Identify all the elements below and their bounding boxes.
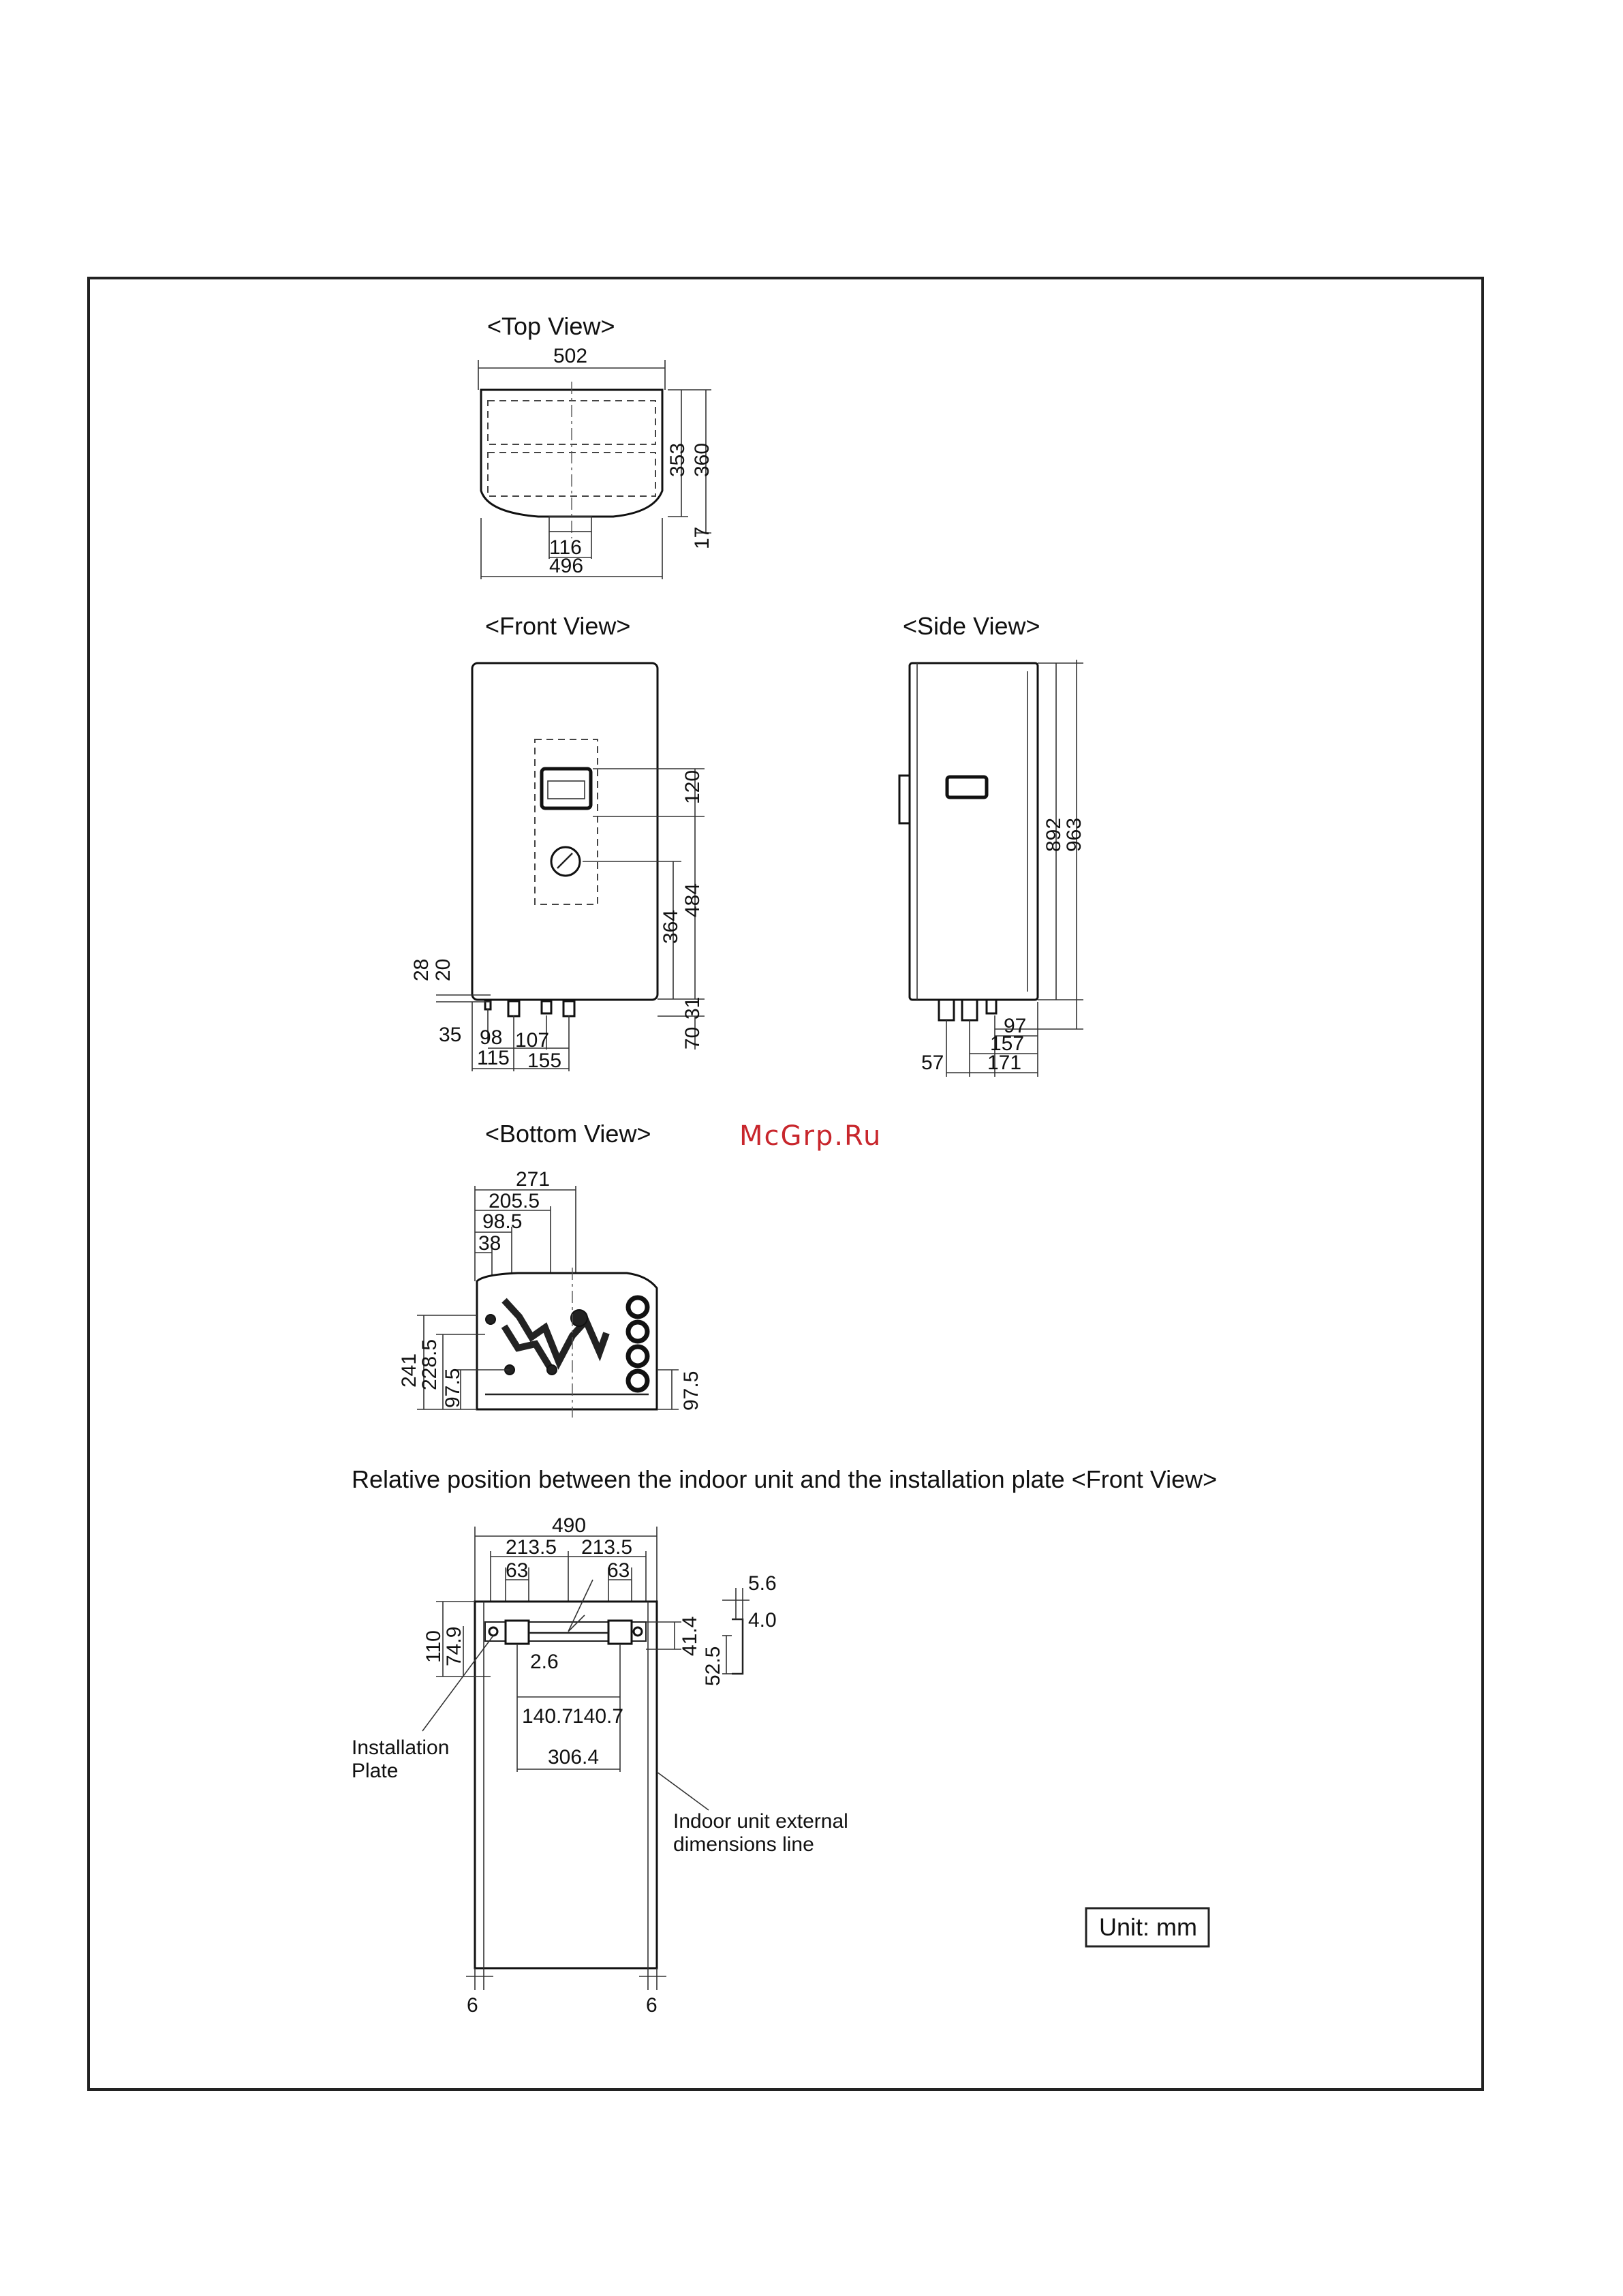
label-indoor-unit-2: dimensions line — [673, 1833, 814, 1856]
top-dim-17: 17 — [691, 526, 713, 549]
plate-dim-2-6: 2.6 — [530, 1651, 559, 1673]
side-dim-97: 97 — [1004, 1015, 1027, 1037]
plate-dim-306-4: 306.4 — [548, 1746, 600, 1769]
plate-dim-490: 490 — [552, 1514, 587, 1537]
front-dim-28: 28 — [410, 958, 433, 981]
plate-dim-41-4: 41.4 — [679, 1616, 701, 1656]
bottom-dim-271: 271 — [516, 1168, 551, 1191]
bottom-dim-38: 38 — [478, 1232, 501, 1255]
side-dim-171: 171 — [987, 1052, 1022, 1074]
side-view — [899, 612, 1085, 1077]
plate-dim-213-5-right: 213.5 — [581, 1536, 633, 1559]
front-dim-115: 115 — [477, 1047, 510, 1069]
label-installation-plate-2: Plate — [352, 1760, 399, 1782]
top-view — [478, 312, 713, 579]
front-dim-31: 31 — [681, 996, 704, 1020]
plate-dim-213-5-left: 213.5 — [506, 1536, 557, 1559]
installation-plate-view — [352, 1465, 1217, 2017]
front-dim-484: 484 — [681, 883, 704, 917]
bottom-dim-98-5: 98.5 — [482, 1210, 523, 1233]
top-dim-353: 353 — [666, 442, 689, 477]
bottom-dim-97-5-right: 97.5 — [680, 1371, 702, 1411]
plate-dim-110: 110 — [422, 1630, 445, 1663]
bottom-view-title: <Bottom View> — [485, 1120, 651, 1148]
top-dim-360: 360 — [691, 442, 713, 477]
bottom-dim-228-5: 228.5 — [418, 1338, 441, 1390]
front-dim-155: 155 — [527, 1050, 562, 1072]
side-view-title: <Side View> — [903, 612, 1040, 640]
plate-dim-74-9: 74.9 — [443, 1626, 465, 1666]
plate-detail-52-5: 52.5 — [702, 1646, 724, 1686]
plate-dim-140-7-left: 140.7 — [522, 1705, 574, 1728]
bottom-dim-241: 241 — [398, 1353, 420, 1388]
front-dim-98: 98 — [480, 1026, 503, 1049]
plate-dim-63-left: 63 — [506, 1559, 529, 1582]
watermark-text: McGrp.Ru — [739, 1120, 882, 1152]
front-dim-364: 364 — [660, 909, 682, 944]
side-dim-157: 157 — [990, 1032, 1025, 1055]
plate-dim-63-right: 63 — [607, 1559, 630, 1582]
top-view-title: <Top View> — [487, 312, 615, 340]
side-dim-57: 57 — [921, 1052, 944, 1074]
plate-dim-140-7-right: 140.7 — [572, 1705, 624, 1728]
side-dim-963: 963 — [1063, 817, 1085, 852]
bottom-view — [398, 1120, 702, 1418]
plate-section-title: Relative position between the indoor unit and the installation plate <Front View> — [352, 1465, 1218, 1493]
top-dim-496: 496 — [549, 555, 584, 577]
side-dim-892: 892 — [1042, 817, 1065, 852]
front-dim-20: 20 — [432, 958, 454, 981]
top-dim-502: 502 — [553, 345, 588, 367]
plate-dim-6-left: 6 — [467, 1994, 478, 2017]
unit-label: Unit: mm — [1099, 1913, 1197, 1941]
bottom-dim-97-5-left: 97.5 — [442, 1368, 464, 1408]
front-view-title: <Front View> — [485, 612, 631, 640]
label-indoor-unit-1: Indoor unit external — [673, 1810, 848, 1833]
front-dim-107: 107 — [515, 1029, 550, 1052]
front-dim-70: 70 — [681, 1026, 704, 1050]
top-dim-116: 116 — [549, 536, 582, 559]
front-view — [410, 612, 705, 1072]
front-dim-35: 35 — [439, 1024, 462, 1046]
plate-dim-6-right: 6 — [646, 1994, 658, 2017]
label-installation-plate-1: Installation — [352, 1736, 450, 1759]
bottom-dim-205-5: 205.5 — [489, 1190, 540, 1212]
plate-detail-5-6: 5.6 — [748, 1572, 777, 1595]
front-dim-120: 120 — [681, 769, 704, 804]
plate-detail-4-0: 4.0 — [748, 1609, 777, 1632]
